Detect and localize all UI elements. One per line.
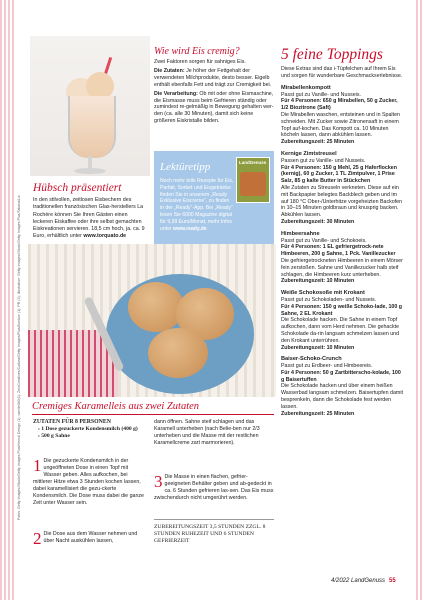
topping-amounts: Für 4 Personen: 1 EL gefriergetrock-nete Himbeeren, 200 g Sahne, 1 Pck. Vanillezucker <box>281 244 396 258</box>
wie-p3-label: Die Verarbeitung: <box>154 90 198 97</box>
topping-text: Die gefriergetrockneten Himbeeren in einem Mörser fein zerstoßen. Sahne und Vanillezucker halb steif schlagen, die Himbeeren kurz unterheben. <box>281 257 403 278</box>
topping-sub: Passt gut zu Schokoladen- und Nusseis. <box>281 296 377 303</box>
topping-sub: Passt gut zu Vanille- und Nusseis. <box>281 91 361 98</box>
ice-scoop <box>148 328 208 378</box>
magazine-title: LandGenuss <box>239 160 267 165</box>
decorative-stripe-left <box>0 0 14 600</box>
lektuere-box <box>154 151 274 249</box>
topping-text: Die Schokolade hacken. Die Sahne in einem Topf aufkochen, dann vom Herd nehmen. Die gehackte Schokolade da-rin langsam schmelzen lassen und den Krokant unterrühren. <box>281 317 400 344</box>
wie-p2 <box>154 68 274 89</box>
ingredient-item: › 1 Dose gezuckerte Kondensmilch (400 g) <box>38 426 138 433</box>
topping-sub: Passt gut zu Vanille- und Schokoeis. <box>281 237 367 244</box>
ingredients-block <box>33 419 143 441</box>
torquato-link[interactable]: www.torquato.de <box>83 233 127 240</box>
step-2 <box>33 531 145 546</box>
topping-time: Zubereitungszeit: 10 Minuten <box>281 344 355 351</box>
ingredients-heading: ZUTATEN FÜR 8 PERSONEN <box>33 419 111 425</box>
glass-shape <box>68 96 116 158</box>
wie-section <box>154 46 274 127</box>
toppings-column <box>281 46 404 422</box>
topping-name: Mirabellenkompott <box>281 84 331 91</box>
lektuere-text <box>160 178 234 232</box>
topping-amounts: Für 4 Personen: 650 g Mirabellen, 50 g Zucker, 1/2 Biozitrone (Saft) <box>281 98 398 112</box>
step-1 <box>33 458 145 507</box>
step-text: Die Dose aus dem Wasser nehmen und über Nacht auskühlen lassen, <box>43 531 138 544</box>
praesentiert-text <box>33 197 145 241</box>
step-3 <box>154 474 274 502</box>
step-number: 1 <box>33 456 42 475</box>
recipe-heading: Cremiges Karamelleis aus zwei Zutaten <box>32 401 200 412</box>
step-number: 2 <box>33 529 42 548</box>
praesentiert-heading: Hübsch präsentiert <box>33 182 122 194</box>
topping-name: Kernige Zimtstreusel <box>281 150 337 157</box>
issue-label: 4/2022 LandGenuss <box>331 578 386 584</box>
wie-heading: Wie wird Eis cremig? <box>154 46 240 57</box>
topping-time: Zubereitungszeit: 25 Minuten <box>281 410 355 417</box>
toppings-heading: 5 feine Toppings <box>281 46 383 63</box>
step-number: 3 <box>154 472 163 491</box>
step-text: Die gezuckerte Kondensmilch in der ungeöffneten Dose in einen Topf mit Wasser geben. Alles aufkochen, bei mittlerer Hitze etwa 3 Stunden kochen lassen, dabei karamellisiert die gezu-ckerte Kondensmilch. Die Dose muss dabei die ganze Zeit unter Wasser sein. <box>33 458 145 506</box>
time-value: 3,5 STUNDEN ZZGL. 8 STUNDEN RUHEZEIT UND 6 STUNDEN GEFRIERZEIT <box>154 524 266 545</box>
heading-rule <box>32 414 274 415</box>
ice-cream-photo <box>28 244 276 397</box>
toppings-intro: Diese Extras sind das i-Tüpfelchen auf Ihrem Eis und sorgen für wunderbare Geschmackserlebnisse. <box>281 66 403 79</box>
glass-base <box>74 168 106 174</box>
magazine-cover <box>236 157 270 203</box>
topping-time: Zubereitungszeit: 30 Minuten <box>281 218 355 225</box>
time-label: ZUBEREITUNGSZEIT <box>154 524 209 530</box>
topping-item <box>281 231 404 285</box>
topping-text: Die Mirabellen waschen, entsteinen und in Spalten schneiden. Mit Zucker sowie Zitronensaft in einem Topf auf-kochen. Das Kompott ca. 10 Minuten köcheln lassen, dann abkühlen lassen. <box>281 112 400 139</box>
wie-p3 <box>154 91 274 126</box>
photo-credit: Fotos: Getty Images/iStock/Getty Images Plus/Hemul Design (1); vanille360(1); ZeroCreatives/Cultura/Getty Images/Plus/Bonbon (1); PR (3); Illustration: Getty Images/iStock/Getty Images Plus/Tatiana/Liz <box>17 195 21 520</box>
step-text: dann öffnen. Sahne steif schlagen und das Karamell unterheben (nach Belie-ben nur 2/3 unterheben und die Masse mit der restlichen Karamellcreme zart marmorieren). <box>154 419 260 446</box>
lektuere-body: Noch mehr tolle Rezepte für Eis, Parfait, Sorbet und Eisgetränke finden Sie in unserem „Ready Exklusive Eiscreme“, zu finden in der „Ready“-App. Bei „Ready“ lesen Sie 6000 Magazine digital für 9,99 Euro/Monat, mehr Infos unter <box>160 178 234 232</box>
topping-name: Himbeersahne <box>281 230 320 237</box>
topping-name: Baiser-Schoko-Crunch <box>281 356 342 363</box>
topping-sub: Passen gut zu Vanille- und Nusseis. <box>281 157 366 164</box>
lektuere-heading: Lektüretipp <box>160 161 211 173</box>
page-number: 55 <box>389 578 396 584</box>
recipe-time <box>154 519 274 546</box>
wie-p2-body: Je höher der Fettgehalt der verwendeten Milchprodukte, desto besser. Eigelb enthält ebenfalls Fett und trägt zur Cremigkeit bei. <box>154 67 272 88</box>
topping-time: Zubereitungszeit: 25 Minuten <box>281 139 355 146</box>
ice-scoop <box>128 282 184 332</box>
topping-amounts: Für 4 Personen: 150 g weiße Schoko-lade, 100 g Sahne, 2 EL Krokant <box>281 303 402 317</box>
ready-link[interactable]: www.ready.de <box>173 225 207 232</box>
topping-item <box>281 290 404 351</box>
topping-item <box>281 85 404 146</box>
decorative-stripe-right <box>416 0 424 600</box>
page-footer <box>331 578 396 584</box>
topping-item <box>281 356 404 417</box>
ingredient-item: › 500 g Sahne <box>38 433 70 440</box>
magazine-image <box>240 172 266 196</box>
topping-time: Zubereitungszeit: 10 Minuten <box>281 278 355 285</box>
wie-p2-label: Die Zutaten: <box>154 67 185 74</box>
topping-name: Weiße Schokosoße mit Krokant <box>281 290 365 297</box>
step-text: Die Masse in einen flachen, gefrier-geeigneten Behälter geben und ab-gedeckt in ca. 6 Stunden gefrieren las-sen. Das Eis muss zwischendurch nicht umgerührt werden. <box>154 474 274 501</box>
praesentiert-body: In den stilvollen, zeitlosen Eisbechern des traditionellen französischen Glas-herstellers La Rochère können Sie Ihren Gästen einen leckeren Eiskaffee oder ihre selbst gemachten Eiskreationen servieren. 18,5 cm hoch, ja. ca. 9 Euro, erhältlich unter <box>33 197 145 240</box>
topping-sub: Passt gut zu Erdbeer- und Himbeereis. <box>281 363 373 370</box>
sundae-photo <box>30 36 150 176</box>
topping-text: Alle Zutaten zu Streuseln verkneten. Diese auf ein mit Backpapier belegtes Backblech geben und im auf 180 °C Ober-/Unterhitze vorgeheizten Backofen in 10–15 Minuten goldbraun und knusprig backen. Abkühlen lassen. <box>281 184 403 219</box>
wie-p1: Zwei Faktoren sorgen für sahniges Eis. <box>154 59 246 65</box>
wie-p3-body: Ob mit oder ohne Eismaschine, die Eismasse muss beim Gefrieren ständig oder zumindest re-gelmäßig in Bewegung gehalten wer-den (ca. alle 30 Minuten), damit sich keine größeren Eiskristalle bilden. <box>154 90 274 125</box>
topping-amounts: Für 4 Personen: 50 g Zartbitterscho-kolade, 100 g Baisertuffen <box>281 369 401 383</box>
topping-amounts: Für 4 Personen: 150 g Mehl, 25 g Haferflocken (kernig), 60 g Zucker, 1 TL Zimtpulver, 1 Prise Salz, 85 g kalte Butter in Stückchen <box>281 164 397 185</box>
topping-item <box>281 151 404 226</box>
topping-text: Die Schokolade hacken und über einem heißen Wasserbad langsam schmelzen. Baisertupfen damit besprenkeln, dann die Schokolade fest werden lassen. <box>281 383 403 410</box>
step-2-continued <box>154 419 274 447</box>
